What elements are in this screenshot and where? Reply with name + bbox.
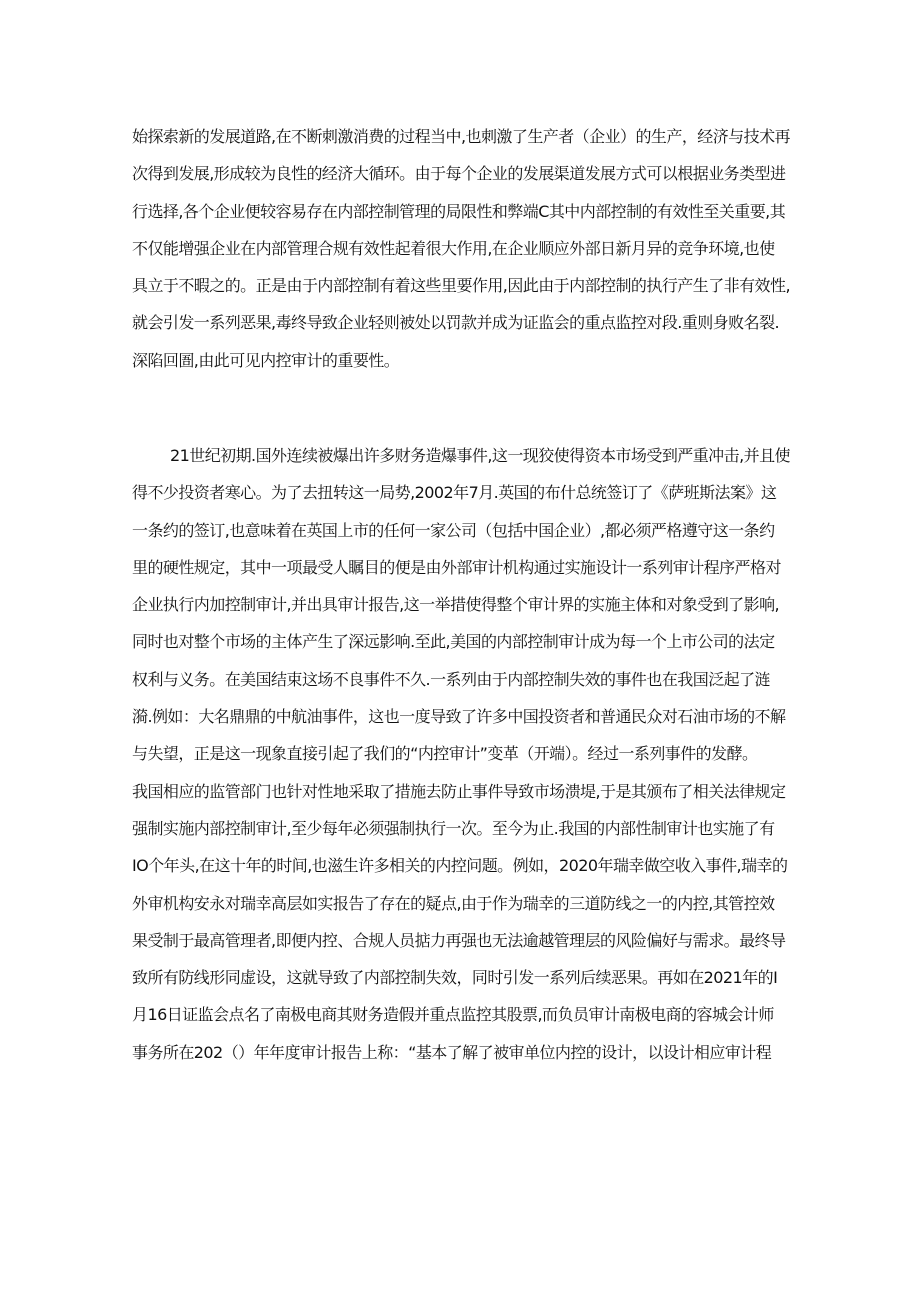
- text-line: 我国相应的监管部门也针对性地采取了措施去防止事件导致市场溃堤,于是其颁布了相关法律规定: [132, 781, 786, 801]
- text-line: 同时也对整个市场的主体产生了深远影响.至此,美国的内部控制审计成为每一个上市公司的法定: [132, 632, 775, 652]
- text-line: 月16日证监会点名了南极电商其财务造假并重点监控其股票,而负员审计南极电商的容城会计师: [132, 1005, 774, 1025]
- text-line: 里的硬性规定，其中一项最受人瞩目的便是由外部审计机构通过实施设计一系列审计程序严格对: [132, 557, 781, 577]
- text-line: 漪.例如：大名鼎鼎的中航油事件，这也一度导致了许多中国投资者和普通民众对石油市场的不解: [132, 707, 786, 727]
- text-line: 果受制于最高管理者,即便内控、合规人员掂力再强也无法逾越管理层的风险偏好与需求。最终导: [132, 930, 786, 950]
- text-line: 次得到发展,形成较为良性的经济大循环。由于每个企业的发展渠道发展方式可以根据业务类型进: [132, 164, 786, 184]
- text-line: 与失望，正是这一现象直接引起了我们的“内控审计”变革（开端）。经过一系列事件的发酵。: [132, 744, 758, 764]
- text-line: 始探索新的发展道路,在不断刺激消费的过程当中,也刺激了生产者（企业）的生产，经济与技术再: [132, 127, 790, 146]
- text-line: 一条约的签订,也意味着在英国上市的任何一家公司（包括中国企业）,都必须严格遵守这一条约: [132, 520, 775, 540]
- text-line: 事务所在202（）年年度审计报告上称：“基本了解了被审单位内控的设计，以设计相应审计程: [132, 1042, 772, 1062]
- text-line: 深陷回圄,由此可见内控审计的重要性。: [132, 350, 400, 370]
- text-line: IO个年头,在这十年的时间,也滋生许多相关的内控问题。例如，2020年瑞幸做空收入事件,瑞幸的: [132, 856, 788, 876]
- paragraph-1: [132, 118, 792, 379]
- text-line: 不仅能增强企业在内部管理合规有效性起着很大作用,在企业顺应外部日新月异的竞争环境,也使: [132, 238, 775, 258]
- text-line: 行选择,各个企业便较容易存在内部控制管理的局限性和弊端C其中内部控制的有效性至关重要,其: [132, 201, 786, 221]
- text-line: 企业执行内加控制审计,并出具审计报告,这一举措使得整个审计界的实施主体和对象受到了影响,: [132, 595, 780, 615]
- text-line: 权利与义务。在美国结束这场不良事件不久.一系列由于内部控制失效的事件也在我国泛起了涟: [132, 669, 770, 689]
- text-line: 就会引发一系列恶果,毒终导致企业轻则被处以罚款并成为证监会的重点监控对段.重则身败名裂.: [132, 313, 780, 333]
- paragraph-2: [132, 437, 792, 1071]
- text-line: 得不少投资者寒心。为了去扭转这一局势,2002年7月.英国的布什总统签订了《萨班斯法案》这: [132, 483, 777, 503]
- text-line: 外审机构安永对瑞幸高层如实报告了存在的疑点,由于作为瑞幸的三道防线之一的内控,其管控效: [132, 893, 775, 913]
- text-line: 致所有防线形同虚设，这就导致了内部控制失效，同时引发一系列后续恶果。再如在2021年的I: [132, 968, 778, 988]
- text-line-first: 21世纪初期.国外连续被爆出许多财务造爆事件,这一现狡使得资本市场受到严重冲击,并且使: [170, 446, 790, 465]
- text-line: 强制实施内部控制审计,至少每年必须强制执行一次。至今为止.我国的内部性制审计也实施了有: [132, 818, 775, 838]
- text-line: 具立于不暇之的。正是由于内部控制有着这些里要作用,因此由于内部控制的执行产生了非有效性,: [132, 276, 790, 296]
